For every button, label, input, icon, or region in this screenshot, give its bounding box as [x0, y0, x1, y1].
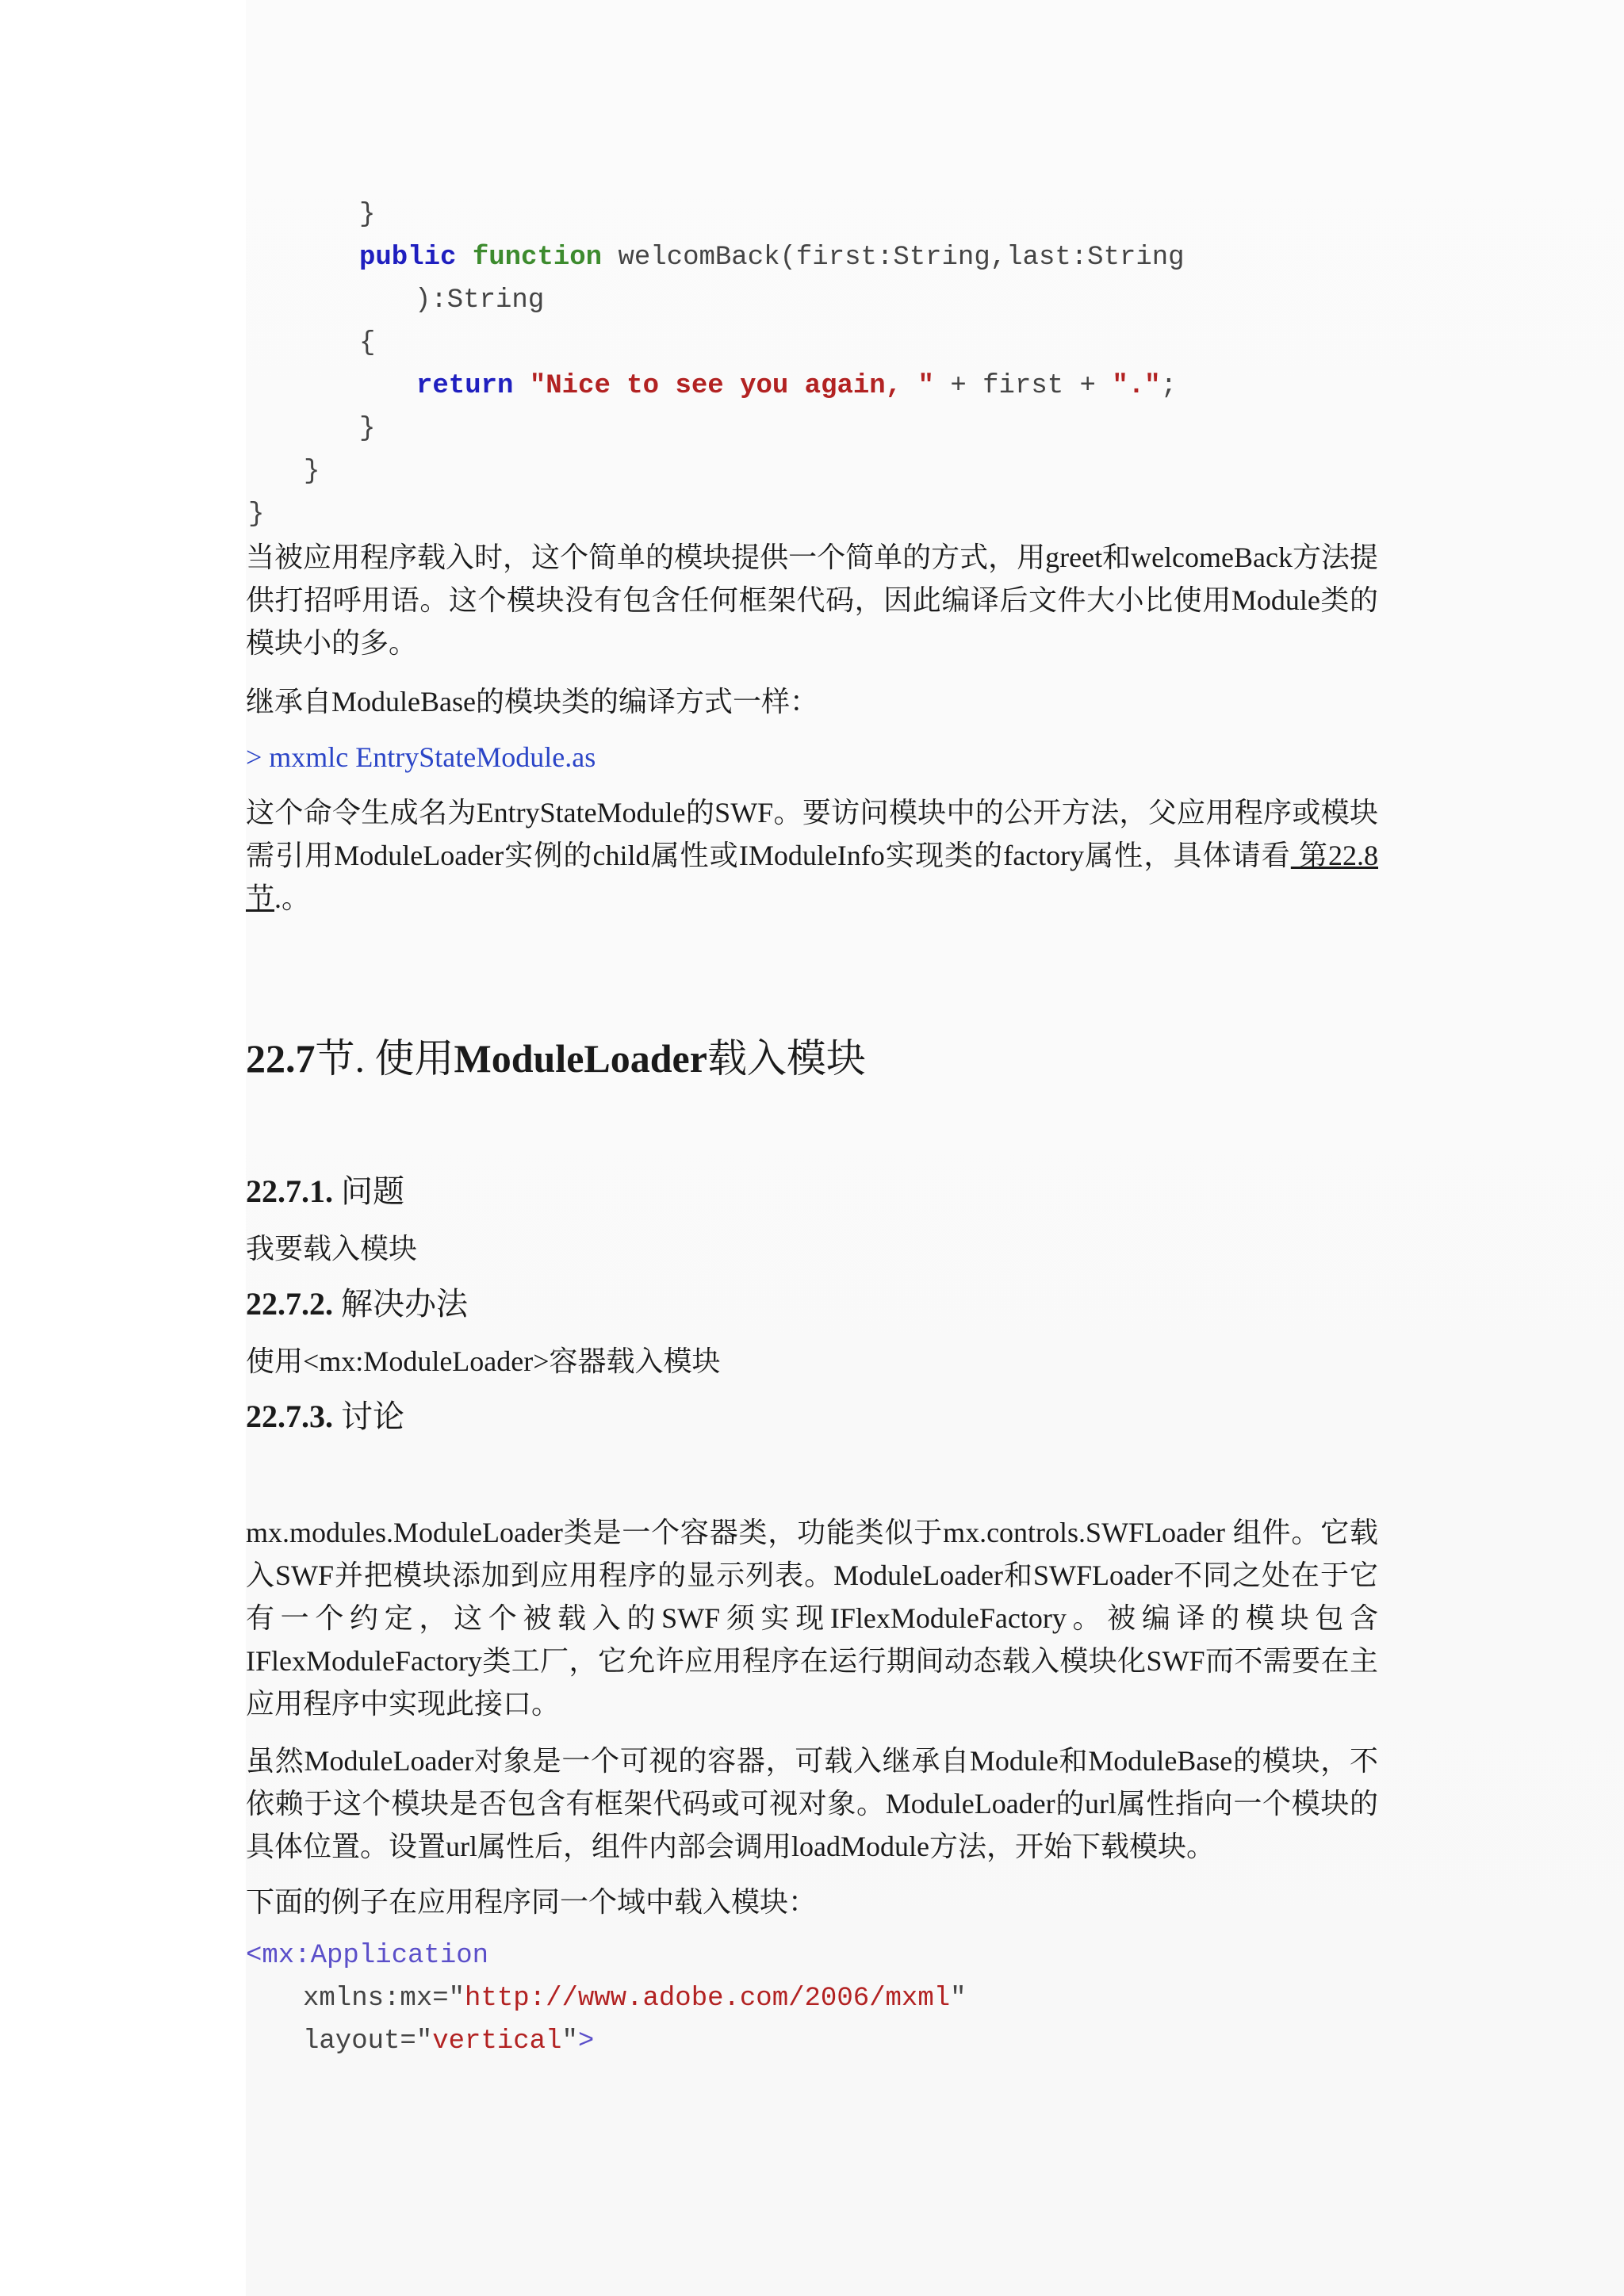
paragraph-modulebase-compile: 继承自ModuleBase的模块类的编译方式一样： — [246, 686, 818, 718]
code-line-close-class: } — [304, 457, 320, 487]
code-line-brace: } — [359, 200, 376, 230]
code-line-xmlns: xmlns:mx="http://www.adobe.com/2006/mxml" — [303, 1984, 967, 2014]
paragraph-moduleloader-container: mx.modules.ModuleLoader类是一个容器类，功能类似于mx.controls.SWFLoader 组件。它载入SWF并把模块添加到应用程序的显示列表。ModuleLoader和SWFLoader不同之处在于它有一个约定，这个被载入的SWF须实现IFlexModuleFactory。被编译的模块包含IFlexModuleFactory类工厂，它允许应用程序在运行期间动态载入模块化SWF而不需要在主应用程序中实现此接口。 — [246, 1517, 1378, 1720]
code-line-return-type: ):String — [415, 285, 545, 316]
paragraph-moduleloader-url: 虽然ModuleLoader对象是一个可视的容器，可载入继承自Module和ModuleBase的模块，不依赖于这个模块是否包含有框架代码或可视对象。ModuleLoader的url属性指向一个模块的具体位置。设置url属性后，组件内部会调用loadModule方法，开始下载模块。 — [246, 1745, 1378, 1862]
code-line-open-brace: { — [359, 328, 376, 358]
paragraph-example-intro: 下面的例子在应用程序同一个域中载入模块： — [246, 1886, 818, 1918]
section-link-22-8[interactable]: 第22.8节 — [246, 840, 1378, 914]
paragraph-swf-access: 这个命令生成名为EntryStateModule的SWF。要访问模块中的公开方法，父应用程序或模块需引用ModuleLoader实例的child属性或IModuleInfo实现类的factory属性，具体请看 第22.8节.。 — [246, 797, 1378, 914]
command-line-mxmlc: > mxmlc EntryStateModule.as — [246, 741, 596, 773]
code-line-function-signature: public function welcomBack(first:String,last:String — [359, 243, 1185, 273]
code-line-return-statement: return "Nice to see you again, " + first + "."; — [416, 371, 1177, 401]
code-line-layout: layout="vertical"> — [303, 2026, 595, 2057]
subsection-text-problem: 我要载入模块 — [246, 1233, 418, 1265]
code-line-close-brace: } — [359, 414, 376, 444]
code-line-close-package: } — [248, 499, 265, 530]
subsection-title-problem: 22.7.1. 问题 — [246, 1173, 404, 1209]
subsection-text-solution: 使用<mx:ModuleLoader>容器载入模块 — [246, 1345, 721, 1377]
subsection-title-discussion: 22.7.3. 讨论 — [246, 1399, 404, 1434]
code-line-application-tag: <mx:Application — [246, 1941, 489, 1971]
section-title: 22.7节. 使用ModuleLoader载入模块 — [246, 1036, 866, 1081]
paragraph-module-description: 当被应用程序载入时，这个简单的模块提供一个简单的方式，用greet和welcomeBack方法提供打招呼用语。这个模块没有包含任何框架代码，因此编译后文件大小比使用Module类的模块小的多。 — [246, 541, 1378, 659]
subsection-title-solution: 22.7.2. 解决办法 — [246, 1286, 468, 1322]
